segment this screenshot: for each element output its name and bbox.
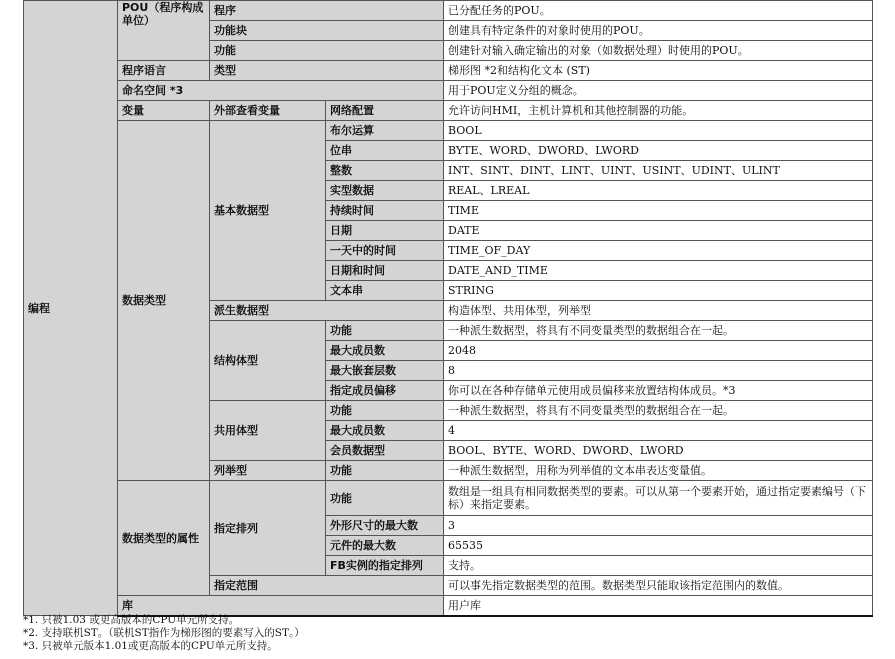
header-cell: 布尔运算 (326, 121, 444, 141)
value-cell: 梯形图 *2和结构化文本 (ST) (444, 61, 873, 81)
header-cell: 程序 (210, 1, 444, 21)
header-cell: 最大嵌套层数 (326, 361, 444, 381)
value-cell: REAL、LREAL (444, 181, 873, 201)
header-cell: 功能 (210, 41, 444, 61)
value-cell: 4 (444, 421, 873, 441)
value-cell: DATE (444, 221, 873, 241)
header-cell: 指定排列 (210, 481, 326, 576)
value-cell: 3 (444, 516, 873, 536)
table-row (24, 596, 873, 616)
value-cell: 数组是一组具有相同数据类型的要素。可以从第一个要素开始，通过指定要素编号（下标）来指定要素。 (444, 481, 873, 516)
header-cell: 持续时间 (326, 201, 444, 221)
header-cell: 数据类型 (118, 121, 210, 481)
value-cell: TIME (444, 201, 873, 221)
header-cell: 程序语言 (118, 61, 210, 81)
header-cell: 一天中的时间 (326, 241, 444, 261)
value-cell: TIME_OF_DAY (444, 241, 873, 261)
value-cell: INT、SINT、DINT、LINT、UINT、USINT、UDINT、ULINT (444, 161, 873, 181)
value-cell: 允许访问HMI，主机计算机和其他控制器的功能。 (444, 101, 873, 121)
value-cell: 一种派生数据型，将具有不同变量类型的数据组合在一起。 (444, 401, 873, 421)
value-cell: BOOL、BYTE、WORD、DWORD、LWORD (444, 441, 873, 461)
header-cell: 文本串 (326, 281, 444, 301)
header-cell: 功能 (326, 401, 444, 421)
header-cell: 外形尺寸的最大数 (326, 516, 444, 536)
value-cell: 一种派生数据型，用称为列举值的文本串表达变量值。 (444, 461, 873, 481)
header-cell: 网络配置 (326, 101, 444, 121)
value-cell: 创建针对输入确定输出的对象（如数据处理）时使用的POU。 (444, 41, 873, 61)
header-cell: 指定成员偏移 (326, 381, 444, 401)
value-cell: 已分配任务的POU。 (444, 1, 873, 21)
header-cell: 日期和时间 (326, 261, 444, 281)
header-cell: 最大成员数 (326, 421, 444, 441)
header-cell: 位串 (326, 141, 444, 161)
header-cell: 功能 (326, 461, 444, 481)
table-row (24, 101, 873, 121)
header-cell: 指定范围 (210, 576, 444, 596)
header-cell: 列举型 (210, 461, 326, 481)
header-cell: 库 (118, 596, 444, 616)
header-cell: 日期 (326, 221, 444, 241)
value-cell: STRING (444, 281, 873, 301)
header-cell: 整数 (326, 161, 444, 181)
header-cell: 功能 (326, 481, 444, 516)
header-cell: 共用体型 (210, 401, 326, 461)
value-cell: 支持。 (444, 556, 873, 576)
header-cell: 命名空间 *3 (118, 81, 444, 101)
footnote-2: *2. 支持联机ST。（联机ST指作为梯形图的要素写入的ST。） (23, 627, 305, 639)
value-cell: DATE_AND_TIME (444, 261, 873, 281)
value-cell: 创建具有特定条件的对象时使用的POU。 (444, 21, 873, 41)
table-row (24, 61, 873, 81)
header-cell: 结构体型 (210, 321, 326, 401)
header-cell: 实型数据 (326, 181, 444, 201)
header-cell: 最大成员数 (326, 341, 444, 361)
header-cell: 会员数据型 (326, 441, 444, 461)
footnote-1: *1. 只被1.03 或更高版本的CPU单元所支持。 (23, 614, 240, 626)
header-cell: 功能块 (210, 21, 444, 41)
programming-spec-table (23, 0, 873, 617)
value-cell: BOOL (444, 121, 873, 141)
value-cell: BYTE、WORD、DWORD、LWORD (444, 141, 873, 161)
header-cell: 外部查看变量 (210, 101, 326, 121)
table-row (24, 81, 873, 101)
value-cell: 8 (444, 361, 873, 381)
table-row (24, 121, 873, 141)
value-cell: 用户库 (444, 596, 873, 616)
header-cell: 编程 (24, 1, 118, 616)
value-cell: 你可以在各种存储单元使用成员偏移来放置结构体成员。*3 (444, 381, 873, 401)
spec-table-body (24, 1, 873, 616)
header-cell: 功能 (326, 321, 444, 341)
table-row (24, 1, 873, 21)
header-cell: 派生数据型 (210, 301, 444, 321)
value-cell: 2048 (444, 341, 873, 361)
value-cell: 一种派生数据型，将具有不同变量类型的数据组合在一起。 (444, 321, 873, 341)
header-cell: 类型 (210, 61, 444, 81)
footnotes (23, 614, 305, 653)
value-cell: 可以事先指定数据类型的范围。数据类型只能取该指定范围内的数值。 (444, 576, 873, 596)
table-row (24, 481, 873, 516)
header-cell: POU（程序构成单位） (118, 1, 210, 61)
header-cell: FB实例的指定排列 (326, 556, 444, 576)
header-cell: 变量 (118, 101, 210, 121)
value-cell: 65535 (444, 536, 873, 556)
header-cell: 数据类型的属性 (118, 481, 210, 596)
header-cell: 元件的最大数 (326, 536, 444, 556)
header-cell: 基本数据型 (210, 121, 326, 301)
value-cell: 用于POU定义分组的概念。 (444, 81, 873, 101)
footnote-3: *3. 只被单元版本1.01或更高版本的CPU单元所支持。 (23, 640, 278, 652)
value-cell: 构造体型、共用体型，列举型 (444, 301, 873, 321)
